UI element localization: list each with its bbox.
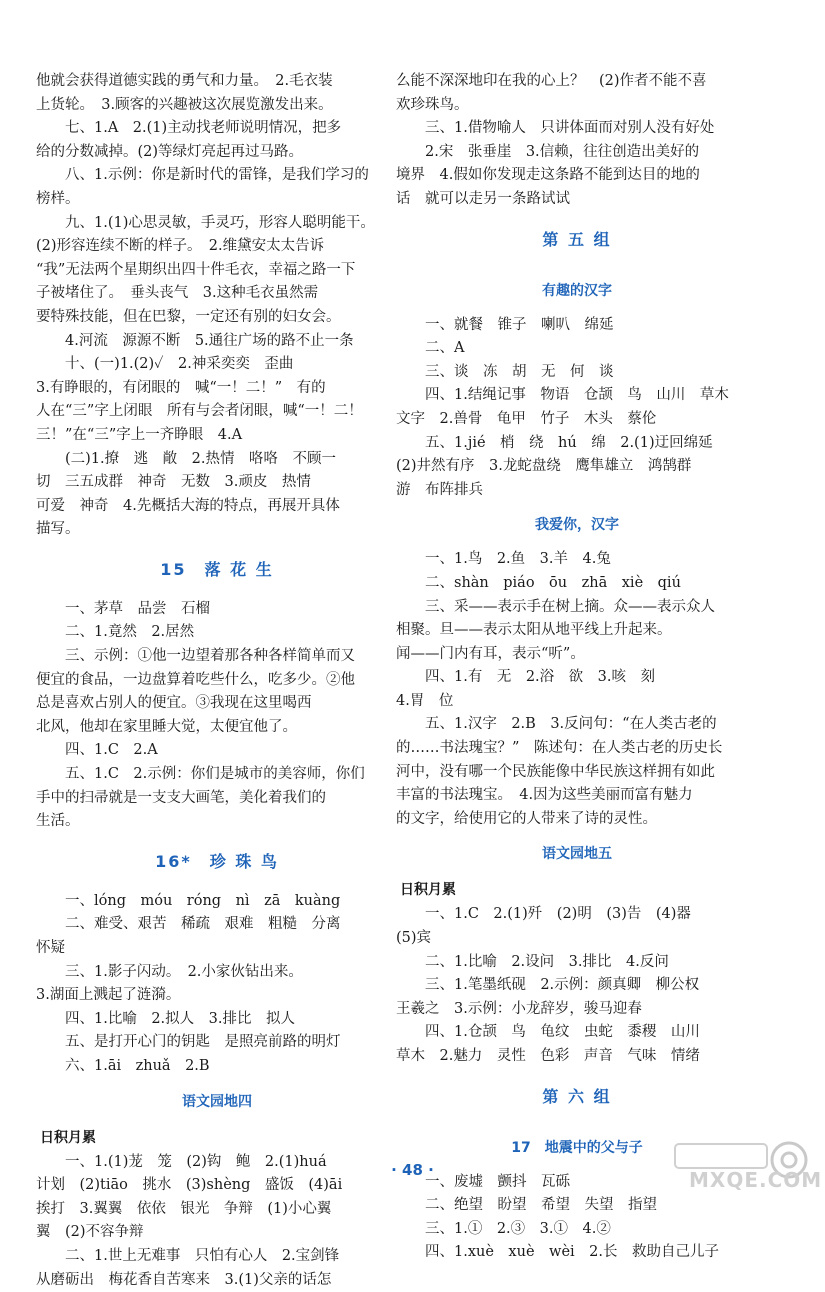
answer-line: 怀疑 [36,940,65,956]
answer-line: 十、(一)1.(2)✓ 2.神采奕奕 歪曲 [65,356,294,373]
answer-line: 四、1.仓颉 鸟 龟纹 虫蛇 黍稷 山川 [425,1024,700,1041]
right-column [396,70,758,1265]
answer-line: 丰富的书法瑰宝。 4.因为这些美丽而富有魅力 [396,787,693,804]
watermark-logo [671,1138,823,1192]
answer-line: 七、1.A 2.(1)主动找老师说明情况，把多 [65,120,342,137]
section-heading: 17 地震中的父与子 [511,1139,643,1156]
watermark-text: MXQE.COM [689,1168,823,1192]
answer-line: 五、1.汉字 2.B 3.反问句：“在人类古老的 [425,716,717,733]
answer-line: 三、1.笔墨纸砚 2.示例：颜真卿 柳公权 [425,977,700,994]
answer-line: 三！”在“三”字上一齐睁眼 4.A [36,426,243,443]
answer-line: 草木 2.魅力 灵性 色彩 声音 气味 情绪 [396,1048,700,1064]
subsection-heading: 日积月累 [40,1129,96,1146]
page-number: · 48 · [391,1161,434,1179]
answer-line: 二、1.比喻 2.设问 3.排比 4.反问 [425,953,669,970]
answer-line: 总是喜欢占别人的便宜。③我现在这里喝西 [36,695,312,712]
answer-line: 可爱 神奇 4.先概括大海的特点，再展开具体 [36,497,340,514]
section-heading: 第 六 组 [542,1086,612,1106]
answer-line: 一、1.鸟 2.鱼 3.羊 4.兔 [425,551,611,568]
answer-line: 手中的扫帚就是一支支大画笔，美化着我们的 [36,789,326,806]
answer-line: 一、就餐 锥子 喇叭 绵延 [425,316,614,333]
answer-line: 二、1.竟然 2.居然 [65,624,195,641]
answer-line: (2)形容连续不断的样子。 2.维黛安太太告诉 [36,238,325,255]
answer-line: 计划 (2)tiāo 挑水 (3)shèng 盛饭 (4)āi [36,1177,343,1194]
answer-line: 给的分数减掉。(2)等绿灯亮起再过马路。 [36,143,304,160]
answer-line: 文字 2.兽骨 龟甲 竹子 木头 蔡伦 [396,410,657,427]
answer-line: 二、shàn piáo ōu zhā xiè qiú [425,574,681,591]
answer-line: 4.河流 源源不断 5.通往广场的路不止一条 [65,332,354,349]
answer-line: 三、示例：①他一边望着那各种各样简单而又 [65,648,355,665]
section-heading: 我爱你，汉字 [535,517,619,534]
answer-line: 一、废墟 颤抖 瓦砾 [425,1173,570,1190]
answer-line: (5)宾 [396,930,432,947]
answer-line: 三、1.影子闪动。 2.小家伙钻出来。 [65,963,303,980]
answer-line: 八、1.示例：你是新时代的雷锋，是我们学习的 [65,167,369,184]
answer-line: 三、采——表示手在树上摘。众——表示众人 [425,598,715,615]
answer-line: 相聚。旦——表示太阳从地平线上升起来。 [396,622,672,639]
answer-line: 四、1.xuè xuè wèi 2.长 救助自己儿子 [425,1244,719,1261]
answer-line: 三、谈 冻 胡 无 何 谈 [425,363,614,380]
answer-line: 要特殊技能，但在巴黎，一定还有别的妇女会。 [36,308,341,325]
answer-line: 一、lóng móu róng nì zā kuàng [65,892,341,909]
section-heading: 16* 珍 珠 鸟 [155,851,279,871]
answer-line: 生活。 [36,813,80,830]
section-heading: 语文园地四 [182,1093,252,1110]
answer-line: 五、是打开心门的钥匙 是照亮前路的明灯 [65,1034,341,1051]
answer-line: 二、A [425,340,465,357]
answer-line: 王羲之 3.示例：小龙辞岁，骏马迎春 [396,1000,642,1017]
left-column [36,70,398,1292]
answer-line: 九、1.(1)心思灵敏，手灵巧，形容人聪明能干。 [65,214,375,231]
answer-line: 描写。 [36,521,80,538]
answer-line: 3.湖面上溅起了涟漪。 [36,987,181,1004]
answer-line: 的……书法瑰宝？” 陈述句：在人类古老的历史长 [396,740,723,757]
answer-line: 榜样。 [36,190,80,207]
answer-line: 4.胃 位 [396,692,454,709]
answer-line: 六、1.āi zhuǎ 2.B [65,1057,210,1074]
answer-line: 话 就可以走另一条路试试 [396,190,570,207]
answer-line: (二)1.撩 逃 敞 2.热情 咯咯 不顾一 [65,450,336,467]
answer-line: 河中，没有哪一个民族能像中华民族这样拥有如此 [396,763,715,780]
answer-line: 五、1.C 2.示例：你们是城市的美容师，你们 [65,766,365,783]
answer-line: 他就会获得道德实践的勇气和力量。 2.毛衣装 [36,73,333,89]
answer-line: “我”无法两个星期织出四十件毛衣，幸福之路一下 [36,261,356,278]
answer-line: 四、1.C 2.A [65,742,158,759]
answer-line: 二、1.世上无难事 只怕有心人 2.宝剑锋 [65,1247,340,1264]
answer-line: 一、1.C 2.(1)歼 (2)明 (3)告 (4)器 [425,906,691,923]
answer-line: 三、1.借物喻人 只讲体面而对别人没有好处 [425,120,715,137]
answer-line: 便宜的食品，一边盘算着吃些什么，吃多少。②他 [36,671,355,688]
answer-line: 三、1.① 2.③ 3.① 4.② [425,1220,611,1237]
answer-line: 二、难受、艰苦 稀疏 艰难 粗糙 分离 [65,916,341,933]
answer-line: 的文字，给使用它的人带来了诗的灵性。 [396,810,657,827]
section-heading: 有趣的汉字 [542,282,612,299]
answer-line: 一、茅草 品尝 石榴 [65,600,210,617]
section-heading: 第 五 组 [542,229,612,249]
answer-line: 3.有睁眼的，有闭眼的 喊“一！二！” 有的 [36,379,326,396]
section-heading: 语文园地五 [542,846,612,863]
answer-line: 四、1.结绳记事 物语 仓颉 鸟 山川 草木 [425,387,729,404]
answer-line: 子被堵住了。 垂头丧气 3.这种毛衣虽然需 [36,285,319,302]
answer-line: 一、1.(1)茏 笼 (2)钩 鲍 2.(1)huá [65,1153,327,1170]
answer-line: 四、1.比喻 2.拟人 3.排比 拟人 [65,1010,296,1027]
answer-line: 从磨砺出 梅花香自苦寒来 3.(1)父亲的话怎 [36,1271,332,1288]
answer-line: 四、1.有 无 2.浴 欲 3.咳 刻 [425,669,656,686]
answer-line: 北风，他却在家里睡大觉，太便宜他了。 [36,718,297,735]
answer-line: 人在“三”字上闭眼 所有与会者闭眼，喊“一！二！ [36,403,363,420]
answer-line: 么能不深深地印在我的心上？ (2)作者不能不喜 [396,73,707,89]
answer-line: 二、绝望 盼望 希望 失望 指望 [425,1197,657,1214]
answer-line: 挨打 3.翼翼 依依 银光 争辩 (1)小心翼 [36,1200,332,1217]
answer-line: 2.宋 张垂崖 3.信赖，往往创造出美好的 [425,143,700,160]
answer-line: 境界 4.假如你发现走这条路不能到达目的地的 [396,167,700,184]
answer-line: 翼 (2)不容争辩 [36,1224,144,1241]
section-heading: 15 落 花 生 [160,559,274,579]
answer-line: 闻——门内有耳，表示“听”。 [396,645,585,662]
answer-line: 五、1.jié 梢 绕 hú 绵 2.(1)迂回绵延 [425,434,713,451]
subsection-heading: 日积月累 [400,882,456,899]
answer-line: (2)井然有序 3.龙蛇盘绕 鹰隼雄立 鸿鹄群 [396,458,692,475]
answer-line: 游 布阵排兵 [396,481,483,498]
answer-line: 欢珍珠鸟。 [396,96,469,113]
answer-line: 上货轮。 3.顾客的兴趣被这次展览激发出来。 [36,96,333,113]
answer-line: 切 三五成群 神奇 无数 3.顽皮 热情 [36,474,311,491]
